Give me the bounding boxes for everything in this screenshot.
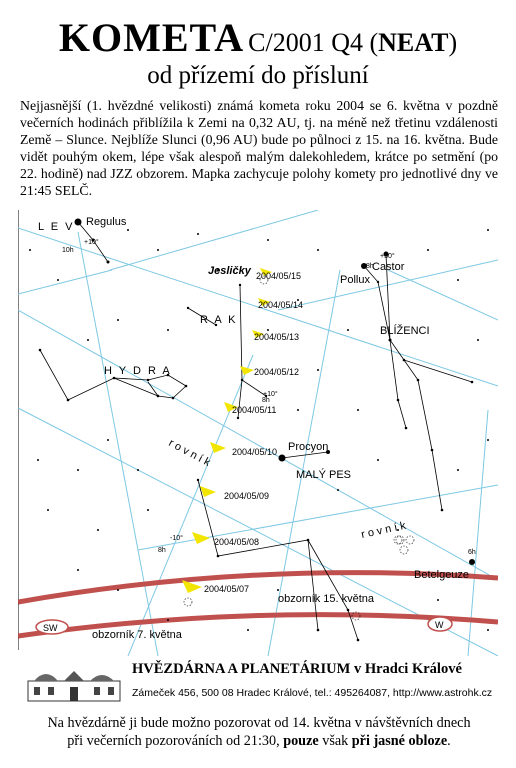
- date-label: 2004/05/10: [232, 447, 278, 457]
- direction-sw: [36, 620, 68, 634]
- star-procyon: [279, 455, 286, 462]
- date-label: 2004/05/09: [224, 491, 270, 501]
- date-label: 2004/05/07: [204, 584, 250, 594]
- date-label: 2004/05/14: [258, 300, 304, 310]
- direction-w: [428, 617, 452, 631]
- grid-label: +10°: [84, 239, 99, 246]
- intro-paragraph: Nejjasnější (1. hvězdné velikosti) známá kometa roku 2004 se 6. května v pozdně večerních hodinách přiblížila k Zemi na 0,32 AU, tj. na méně než třetinu vzdálenosti Země – Slunce. Nejblíže Slunci (0,96 AU) bude po půlnoci z 15. na 16. května. Bude vidět pouhým okem, lépe však alespoň malým dalekohledem, krátce po setmění (po 22. hodině) nad JZZ obzorem. Mapka zachycuje polohy komety pro jednotlivé dny ve 21:45 SELČ.: [20, 98, 498, 198]
- date-label: 2004/05/08: [214, 537, 260, 547]
- grid-label: -10°: [170, 535, 183, 542]
- observatory-name: HVĚZDÁRNA A PLANETÁRIUM v Hradci Králové: [132, 661, 462, 677]
- footer-line-1: Na hvězdárně ji bude možno pozorovat od 14. května v návštěvních dnech: [47, 715, 471, 731]
- label-horizon-15: obzorník 15. května: [278, 593, 375, 605]
- label-regulus: Regulus: [86, 216, 127, 228]
- blizenci-lines: [364, 266, 442, 510]
- observatory-building-logo: [24, 663, 124, 703]
- grid-line: [138, 485, 498, 550]
- comet-0507: [182, 580, 202, 593]
- svg-text:SW: SW: [43, 623, 58, 633]
- label-horizon-7: obzorník 7. května: [92, 629, 182, 641]
- grid-line: [110, 210, 318, 270]
- subtitle: od přízemí do přísluní: [147, 62, 369, 89]
- star: [107, 261, 110, 264]
- label-equator-left: r o v n í k: [166, 437, 213, 469]
- poster-title: [0, 14, 516, 61]
- grid-label: +30°: [380, 253, 395, 260]
- label-pollux: Pollux: [340, 274, 370, 286]
- label-castor: Castor: [372, 261, 405, 273]
- cluster: [394, 536, 402, 544]
- star-regulus: [75, 219, 82, 226]
- cluster: [396, 536, 404, 544]
- blizenci-lines-3: [404, 360, 472, 382]
- footer-note: [20, 714, 498, 750]
- grid-line: [128, 355, 253, 656]
- label-maly-pes: MALÝ PES: [296, 469, 352, 481]
- grid-label: +10°: [263, 391, 278, 398]
- title-close: ): [448, 28, 458, 57]
- date-label: 2004/05/13: [254, 332, 300, 342]
- grid-label: 8h: [158, 547, 166, 554]
- star-betelgeuze: [469, 559, 475, 565]
- label-equator-right: r o v n í k: [360, 519, 407, 541]
- title-neat: NEAT: [378, 28, 449, 57]
- title-main: KOMETA: [58, 15, 245, 60]
- label-procyon: Procyon: [288, 441, 329, 453]
- grid-line: [18, 270, 112, 294]
- grid-label: 8h: [262, 397, 270, 404]
- grid-label: 10h: [62, 247, 74, 254]
- cluster: [406, 536, 414, 544]
- title-designation: C/2001 Q4 (: [248, 28, 379, 57]
- label-rak: R A K: [200, 314, 238, 326]
- date-label: 2004/05/15: [256, 271, 302, 281]
- cluster: [400, 546, 408, 554]
- grid-label: 8h: [366, 263, 374, 270]
- comet-0510: [210, 442, 226, 453]
- label-jeslicky: Jesličky: [208, 265, 251, 277]
- label-blizenci: BLÍŽENCI: [380, 325, 430, 337]
- observatory-block: [18, 659, 498, 707]
- cluster: [184, 598, 192, 606]
- horizon-may7: [18, 615, 498, 636]
- date-label: 2004/05/12: [254, 367, 300, 377]
- label-lev: L E V: [38, 221, 75, 233]
- grid-label: 6h: [468, 549, 476, 556]
- comet-0508: [192, 532, 210, 544]
- rak-lines: [238, 285, 242, 418]
- star-map-svg: [18, 210, 498, 656]
- footer-line-2: při večerních pozorováních od 21:30, pouze však při jasné obloze.: [67, 733, 451, 749]
- label-betelgeuze: Betelgeuze: [414, 569, 470, 581]
- star-map: [18, 210, 498, 656]
- grid-line: [388, 270, 498, 320]
- label-hydra: H Y D R A: [104, 365, 172, 377]
- observatory-address: Zámeček 456, 500 08 Hradec Králové, tel.: 495264087, http://www.astrohk.cz: [132, 687, 493, 699]
- date-label: 2004/05/11: [232, 405, 277, 415]
- svg-text:W: W: [435, 620, 444, 630]
